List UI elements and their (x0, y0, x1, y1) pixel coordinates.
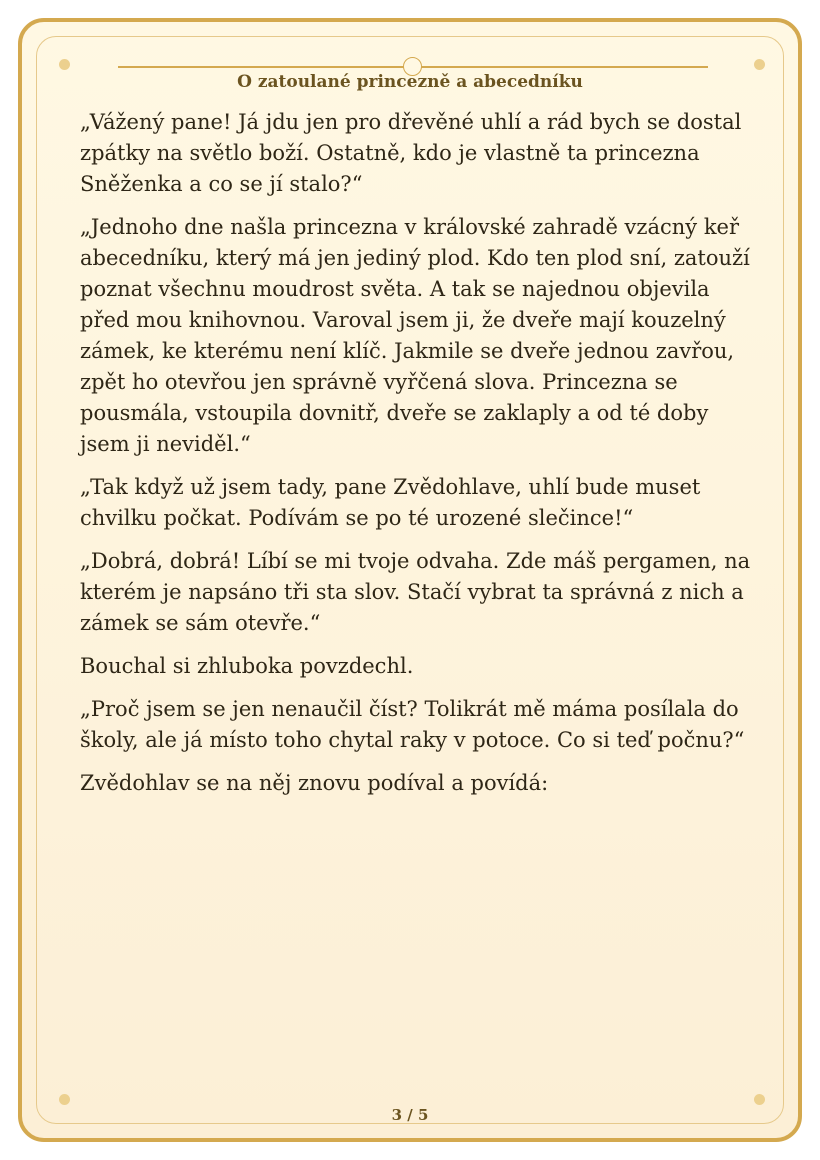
book-page (18, 18, 802, 1142)
paragraph: „Proč jsem se jen nenaučil číst? Tolikrát mě máma posílala do školy, ale já místo toho chytal raky v potoce. Co si teď počnu?“ (80, 697, 745, 752)
story-text (80, 107, 760, 811)
paragraph: „Jednoho dne našla princezna v královské zahradě vzácný keř abecedníku, který má jen jediný plod. Kdo ten plod sní, zatouží poznat všechnu moudrost světa. A tak se najednou objevila před mou knihovnou. Varoval jsem ji, že dveře mají kouzelný zámek, ke kterému není klíč. Jakmile se dveře jednou zavřou, zpět ho otevřou jen správně vyřčená slova. Princezna se pousmála, vstoupila dovnitř, dveře se zaklaply a od té doby jsem ji neviděl.“ (80, 215, 750, 456)
paragraph: „Dobrá, dobrá! Líbí se mi tvoje odvaha. Zde máš pergamen, na kterém je napsáno tři sta slov. Stačí vybrat ta správná z nich a zámek se sám otevře.“ (80, 549, 751, 635)
corner-ornament-top-right (754, 59, 765, 70)
corner-ornament-bottom-right (754, 1094, 765, 1105)
corner-ornament-bottom-left (59, 1094, 70, 1105)
paragraph: „Tak když už jsem tady, pane Zvědohlave, uhlí bude muset chvilku počkat. Podívám se po té urozené slečince!“ (80, 475, 701, 530)
paragraph: „Vážený pane! Já jdu jen pro dřevěné uhlí a rád bych se dostal zpátky na světlo boží. Ostatně, kdo je vlastně ta princezna Sněženka a co se jí stalo?“ (80, 110, 742, 196)
page-number: 3 / 5 (391, 1106, 429, 1124)
corner-ornament-top-left (59, 59, 70, 70)
paragraph: Zvědohlav se na něj znovu podíval a povídá: (80, 771, 549, 795)
paragraph: Bouchal si zhluboka povzdechl. (80, 654, 414, 678)
page-title: O zatoulané princezně a abecedníku (237, 72, 583, 92)
